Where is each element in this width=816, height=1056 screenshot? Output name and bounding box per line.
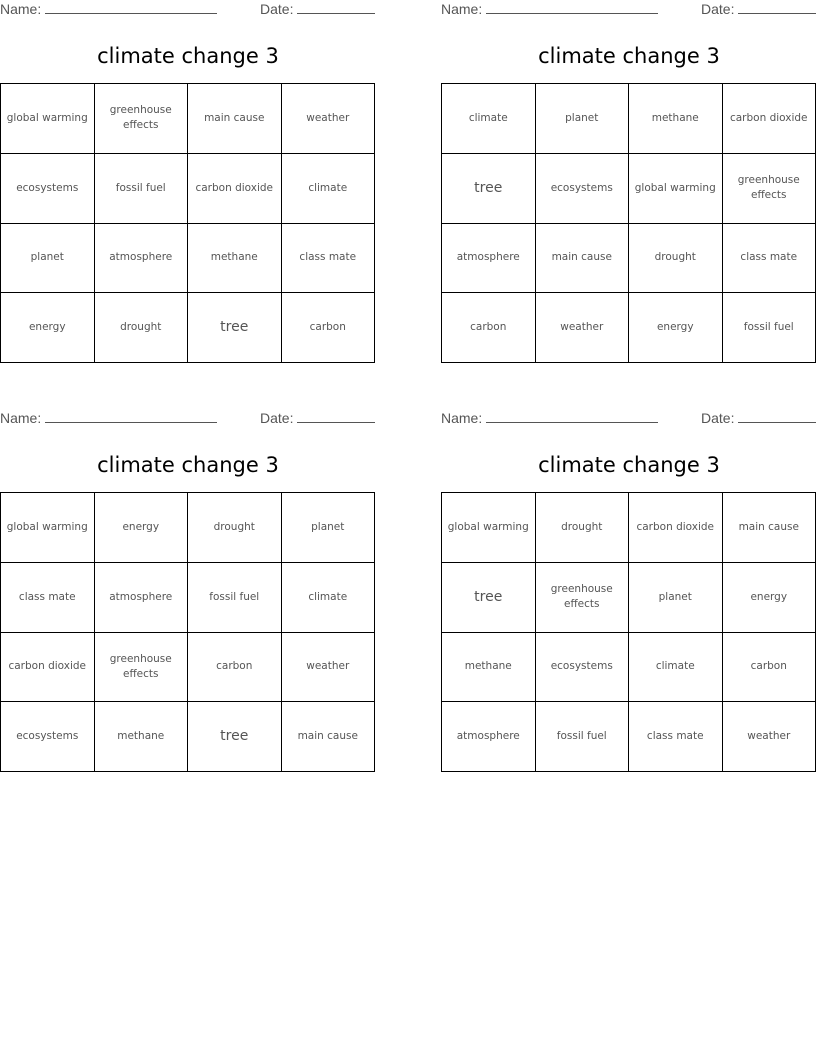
date-label: Date: (260, 1, 294, 17)
bingo-cell: global warming (629, 154, 723, 224)
bingo-cell: greenhouse effects (95, 633, 189, 703)
bingo-cell: carbon dioxide (188, 154, 282, 224)
bingo-cell: atmosphere (95, 563, 189, 633)
bingo-cell: fossil fuel (723, 293, 816, 363)
bingo-cell: drought (188, 493, 282, 563)
bingo-cell: main cause (282, 702, 376, 772)
bingo-cell: global warming (1, 84, 95, 154)
bingo-cell: weather (723, 702, 816, 772)
name-label: Name: (441, 410, 483, 426)
name-blank-line[interactable] (486, 410, 658, 423)
bingo-cell: ecosystems (1, 702, 95, 772)
date-field[interactable] (701, 410, 816, 426)
bingo-card-4 (441, 409, 816, 781)
name-label: Name: (441, 1, 483, 17)
name-label: Name: (0, 1, 42, 17)
date-label: Date: (701, 410, 735, 426)
bingo-cell: climate (282, 563, 376, 633)
bingo-cell: methane (95, 702, 189, 772)
card-title: climate change 3 (97, 453, 279, 477)
bingo-cell: energy (1, 293, 95, 363)
bingo-grid (0, 492, 375, 772)
bingo-grid (0, 83, 375, 363)
bingo-cell: fossil fuel (536, 702, 630, 772)
bingo-grid (441, 492, 816, 772)
bingo-cell: atmosphere (95, 224, 189, 294)
bingo-cell: class mate (282, 224, 376, 294)
bingo-cell: tree (188, 293, 282, 363)
bingo-cell: tree (188, 702, 282, 772)
card-title: climate change 3 (97, 44, 279, 68)
bingo-cell: carbon (442, 293, 536, 363)
name-field[interactable] (0, 410, 217, 426)
bingo-cell: greenhouse effects (95, 84, 189, 154)
name-field[interactable] (441, 1, 658, 17)
bingo-card-2 (441, 0, 816, 372)
bingo-cell: energy (629, 293, 723, 363)
name-date-row (441, 410, 816, 428)
bingo-cell: carbon (723, 633, 816, 703)
name-date-row (441, 1, 816, 19)
bingo-cell: class mate (723, 224, 816, 294)
bingo-cell: greenhouse effects (723, 154, 816, 224)
bingo-cell: carbon (282, 293, 376, 363)
bingo-card-3 (0, 409, 376, 781)
bingo-card-1 (0, 0, 376, 372)
name-field[interactable] (441, 410, 658, 426)
date-blank-line[interactable] (297, 1, 375, 14)
card-title: climate change 3 (538, 44, 720, 68)
bingo-grid (441, 83, 816, 363)
date-blank-line[interactable] (738, 1, 816, 14)
bingo-cell: drought (536, 493, 630, 563)
bingo-cell: weather (282, 84, 376, 154)
bingo-cell: atmosphere (442, 702, 536, 772)
name-blank-line[interactable] (45, 1, 217, 14)
bingo-cell: tree (442, 154, 536, 224)
name-date-row (0, 1, 376, 19)
bingo-cell: main cause (536, 224, 630, 294)
bingo-cell: planet (1, 224, 95, 294)
bingo-cell: planet (282, 493, 376, 563)
bingo-cell: ecosystems (1, 154, 95, 224)
name-blank-line[interactable] (486, 1, 658, 14)
bingo-cell: main cause (188, 84, 282, 154)
bingo-cell: class mate (629, 702, 723, 772)
bingo-cell: ecosystems (536, 154, 630, 224)
name-date-row (0, 410, 376, 428)
bingo-cell: drought (95, 293, 189, 363)
date-label: Date: (260, 410, 294, 426)
bingo-cell: carbon dioxide (1, 633, 95, 703)
bingo-cell: carbon dioxide (629, 493, 723, 563)
date-blank-line[interactable] (738, 410, 816, 423)
bingo-cell: global warming (1, 493, 95, 563)
bingo-cell: class mate (1, 563, 95, 633)
bingo-cell: ecosystems (536, 633, 630, 703)
bingo-cell: greenhouse effects (536, 563, 630, 633)
bingo-cell: climate (442, 84, 536, 154)
card-title: climate change 3 (538, 453, 720, 477)
bingo-cell: weather (536, 293, 630, 363)
bingo-cell: energy (723, 563, 816, 633)
bingo-cell: planet (629, 563, 723, 633)
bingo-cell: drought (629, 224, 723, 294)
name-label: Name: (0, 410, 42, 426)
bingo-cell: methane (629, 84, 723, 154)
bingo-cell: climate (629, 633, 723, 703)
bingo-cell: carbon (188, 633, 282, 703)
bingo-cell: global warming (442, 493, 536, 563)
bingo-cell: main cause (723, 493, 816, 563)
bingo-cell: weather (282, 633, 376, 703)
date-field[interactable] (701, 1, 816, 17)
date-blank-line[interactable] (297, 410, 375, 423)
bingo-cell: climate (282, 154, 376, 224)
bingo-cell: tree (442, 563, 536, 633)
date-field[interactable] (260, 410, 375, 426)
bingo-cell: methane (442, 633, 536, 703)
bingo-cell: fossil fuel (188, 563, 282, 633)
bingo-cell: carbon dioxide (723, 84, 816, 154)
date-field[interactable] (260, 1, 375, 17)
name-field[interactable] (0, 1, 217, 17)
bingo-cell: fossil fuel (95, 154, 189, 224)
bingo-cell: atmosphere (442, 224, 536, 294)
bingo-cell: energy (95, 493, 189, 563)
bingo-cell: planet (536, 84, 630, 154)
bingo-cell: methane (188, 224, 282, 294)
date-label: Date: (701, 1, 735, 17)
name-blank-line[interactable] (45, 410, 217, 423)
